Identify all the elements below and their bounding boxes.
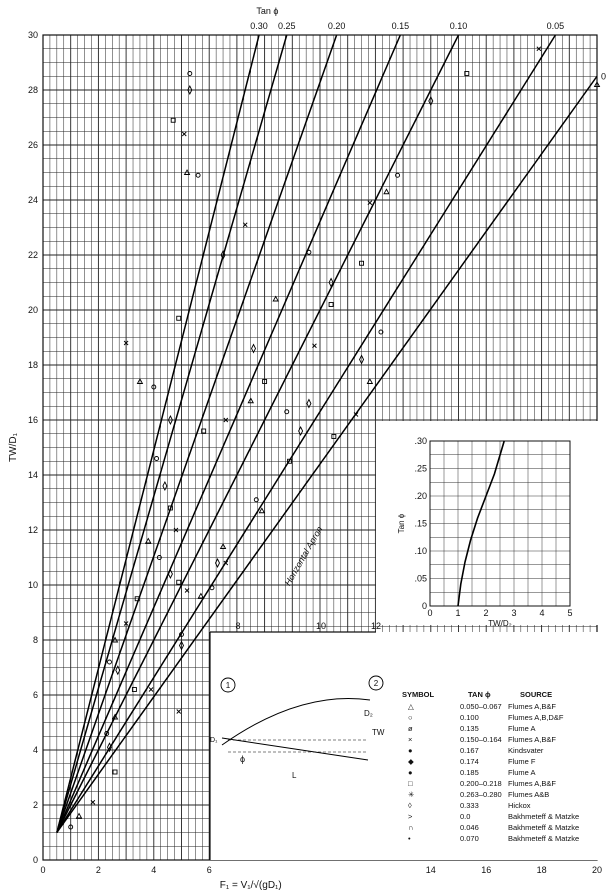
y-tick-label: 16	[27, 415, 38, 425]
data-point	[367, 379, 372, 384]
legend-tan: 0.167	[460, 746, 479, 755]
data-point	[182, 132, 186, 136]
y-tick-label: 10	[27, 580, 38, 590]
inset-y-tick-label: .10	[414, 546, 427, 556]
legend-source: Flume A	[508, 768, 536, 777]
legend-tan: 0.150–0.164	[460, 735, 502, 744]
y-tick-label: 0	[32, 855, 38, 865]
legend-tan: 0.050–0.067	[460, 702, 502, 711]
legend-tan: 0.263–0.280	[460, 790, 502, 799]
legend-symbol: ∩	[408, 823, 414, 832]
legend-source: Kindsvater	[508, 746, 544, 755]
y-tick-label: 30	[27, 30, 38, 40]
y-tick-label: 6	[32, 690, 38, 700]
horizontal-apron-label: Horizontal Apron	[282, 524, 325, 588]
data-point	[196, 173, 200, 177]
x-axis-label: F₁ = V₁/√(gD₁)	[219, 880, 282, 891]
inset-bottom-x-tick-label: 8	[235, 621, 241, 631]
legend-source: Bakhmeteff & Matzke	[508, 823, 580, 832]
legend-source: Flume A	[508, 724, 536, 733]
legend-symbol: ●	[408, 768, 413, 777]
legend-source: Bakhmeteff & Matzke	[508, 834, 580, 843]
legend-header: SYMBOL	[402, 690, 435, 699]
inset-top	[376, 421, 600, 663]
x-tick-label: 4	[151, 865, 157, 875]
inset-x-tick-label: 5	[567, 608, 573, 618]
data-point	[107, 660, 111, 664]
x-tick-label: 18	[536, 865, 547, 875]
x-tick-label: 6	[206, 865, 212, 875]
inset-y-tick-label: .15	[414, 518, 427, 529]
x-tick-label: 0	[40, 865, 46, 875]
legend-symbol: □	[408, 779, 413, 788]
data-point	[177, 580, 181, 584]
tan-line-label: 0.05	[546, 21, 565, 31]
legend-symbol: ○	[408, 713, 413, 722]
legend-header: TAN ϕ	[468, 690, 491, 699]
inset-bottom-x-tick-label: 12	[370, 621, 382, 631]
legend-symbol: ×	[408, 735, 413, 744]
inset-y-tick-label: 0	[421, 601, 427, 611]
y-tick-label: 20	[27, 305, 38, 315]
section-1-label: 1	[225, 681, 231, 690]
legend-symbol: ✳	[408, 790, 415, 799]
inset-y-label: Tan ϕ	[397, 513, 406, 534]
x-tick-label: 2	[95, 865, 101, 875]
inset-x-tick-label: 4	[539, 608, 545, 618]
l-label: L	[292, 771, 297, 780]
tan-line-label: 0.10	[449, 21, 468, 31]
y-tick-label: 26	[27, 140, 38, 150]
inset-x-label: TW/D₂	[488, 619, 512, 628]
x-tick-label: 20	[591, 865, 603, 875]
legend-tan: 0.0	[460, 812, 471, 821]
y-tick-label: 24	[27, 195, 38, 205]
data-point	[77, 814, 82, 819]
legend-symbol: ◊	[408, 801, 412, 810]
legend-symbol: ●	[408, 746, 413, 755]
d1-label: D₁	[210, 737, 218, 744]
legend-source: Bakhmeteff & Matzke	[508, 812, 580, 821]
legend-tan: 0.200–0.218	[460, 779, 502, 788]
inset-top-background	[376, 421, 600, 625]
y-tick-label: 28	[27, 85, 38, 95]
inset-y-tick-label: .05	[414, 573, 427, 584]
legend-source: Flumes A&B	[508, 790, 550, 799]
data-point	[149, 688, 153, 692]
tan-line-label: 0.25	[277, 21, 296, 31]
legend-tan: 0.100	[460, 713, 479, 722]
inset-x-tick-label: 0	[427, 608, 433, 618]
legend-source: Flumes A,B&F	[508, 702, 556, 711]
inset-bottom-x-tick-label: 10	[315, 621, 327, 631]
data-point	[384, 189, 389, 194]
d2-label: D₂	[364, 709, 373, 718]
legend-tan: 0.185	[460, 768, 479, 777]
y-axis-label: TW/D₁	[8, 433, 19, 462]
inset-y-tick-label: .20	[414, 491, 427, 501]
y-tick-label: 8	[32, 635, 38, 645]
legend-source: Flumes A,B&F	[508, 735, 556, 744]
data-point	[273, 297, 278, 302]
legend-tan: 0.046	[460, 823, 479, 832]
legend-source: Flume F	[508, 757, 536, 766]
section-2-label: 2	[373, 679, 379, 688]
tan-line-label: 0	[601, 71, 607, 82]
legend-symbol: △	[408, 702, 414, 711]
y-tick-label: 12	[27, 525, 38, 535]
inset-y-tick-label: .30	[414, 436, 427, 446]
legend-source: Flumes A,B,D&F	[508, 713, 564, 722]
y-tick-label: 18	[27, 360, 38, 370]
inset-y-tick-label: .25	[414, 463, 427, 474]
x-tick-label: 14	[425, 865, 436, 875]
legend-symbol: •	[408, 834, 411, 843]
legend-tan: 0.333	[460, 801, 479, 810]
y-tick-label: 2	[32, 800, 38, 810]
y-tick-label: 4	[32, 745, 38, 755]
inset-x-tick-label: 1	[455, 608, 461, 618]
x-tick-label: 16	[481, 865, 492, 875]
legend-tan: 0.135	[460, 724, 479, 733]
y-tick-label: 14	[27, 470, 38, 480]
data-point	[177, 710, 181, 714]
tan-line-label: 0.20	[327, 21, 346, 31]
legend-symbol: >	[408, 812, 413, 821]
legend-source: Flumes A,B&F	[508, 779, 556, 788]
data-point	[177, 316, 181, 320]
legend-source: Hickox	[508, 801, 531, 810]
tw-label: TW	[372, 728, 385, 737]
phi-label: ϕ	[240, 754, 246, 764]
inset-x-tick-label: 2	[483, 608, 489, 618]
y-tick-label: 22	[27, 250, 38, 260]
tan-line-label: 0.30	[250, 21, 268, 31]
data-point	[146, 539, 151, 544]
legend-symbol: ø	[408, 724, 413, 733]
tan-line-label: 0.15	[391, 21, 410, 31]
legend-symbol: ◆	[408, 757, 414, 766]
data-point	[329, 303, 333, 307]
legend-tan: 0.070	[460, 834, 479, 843]
legend-tan: 0.174	[460, 757, 479, 766]
inset-x-tick-label: 3	[511, 608, 517, 618]
data-point	[155, 457, 159, 461]
data-point	[198, 594, 203, 599]
data-point	[259, 508, 264, 513]
data-point	[113, 770, 117, 774]
legend-header: SOURCE	[520, 690, 553, 699]
secondary-x-label: Tan ϕ	[256, 6, 279, 16]
